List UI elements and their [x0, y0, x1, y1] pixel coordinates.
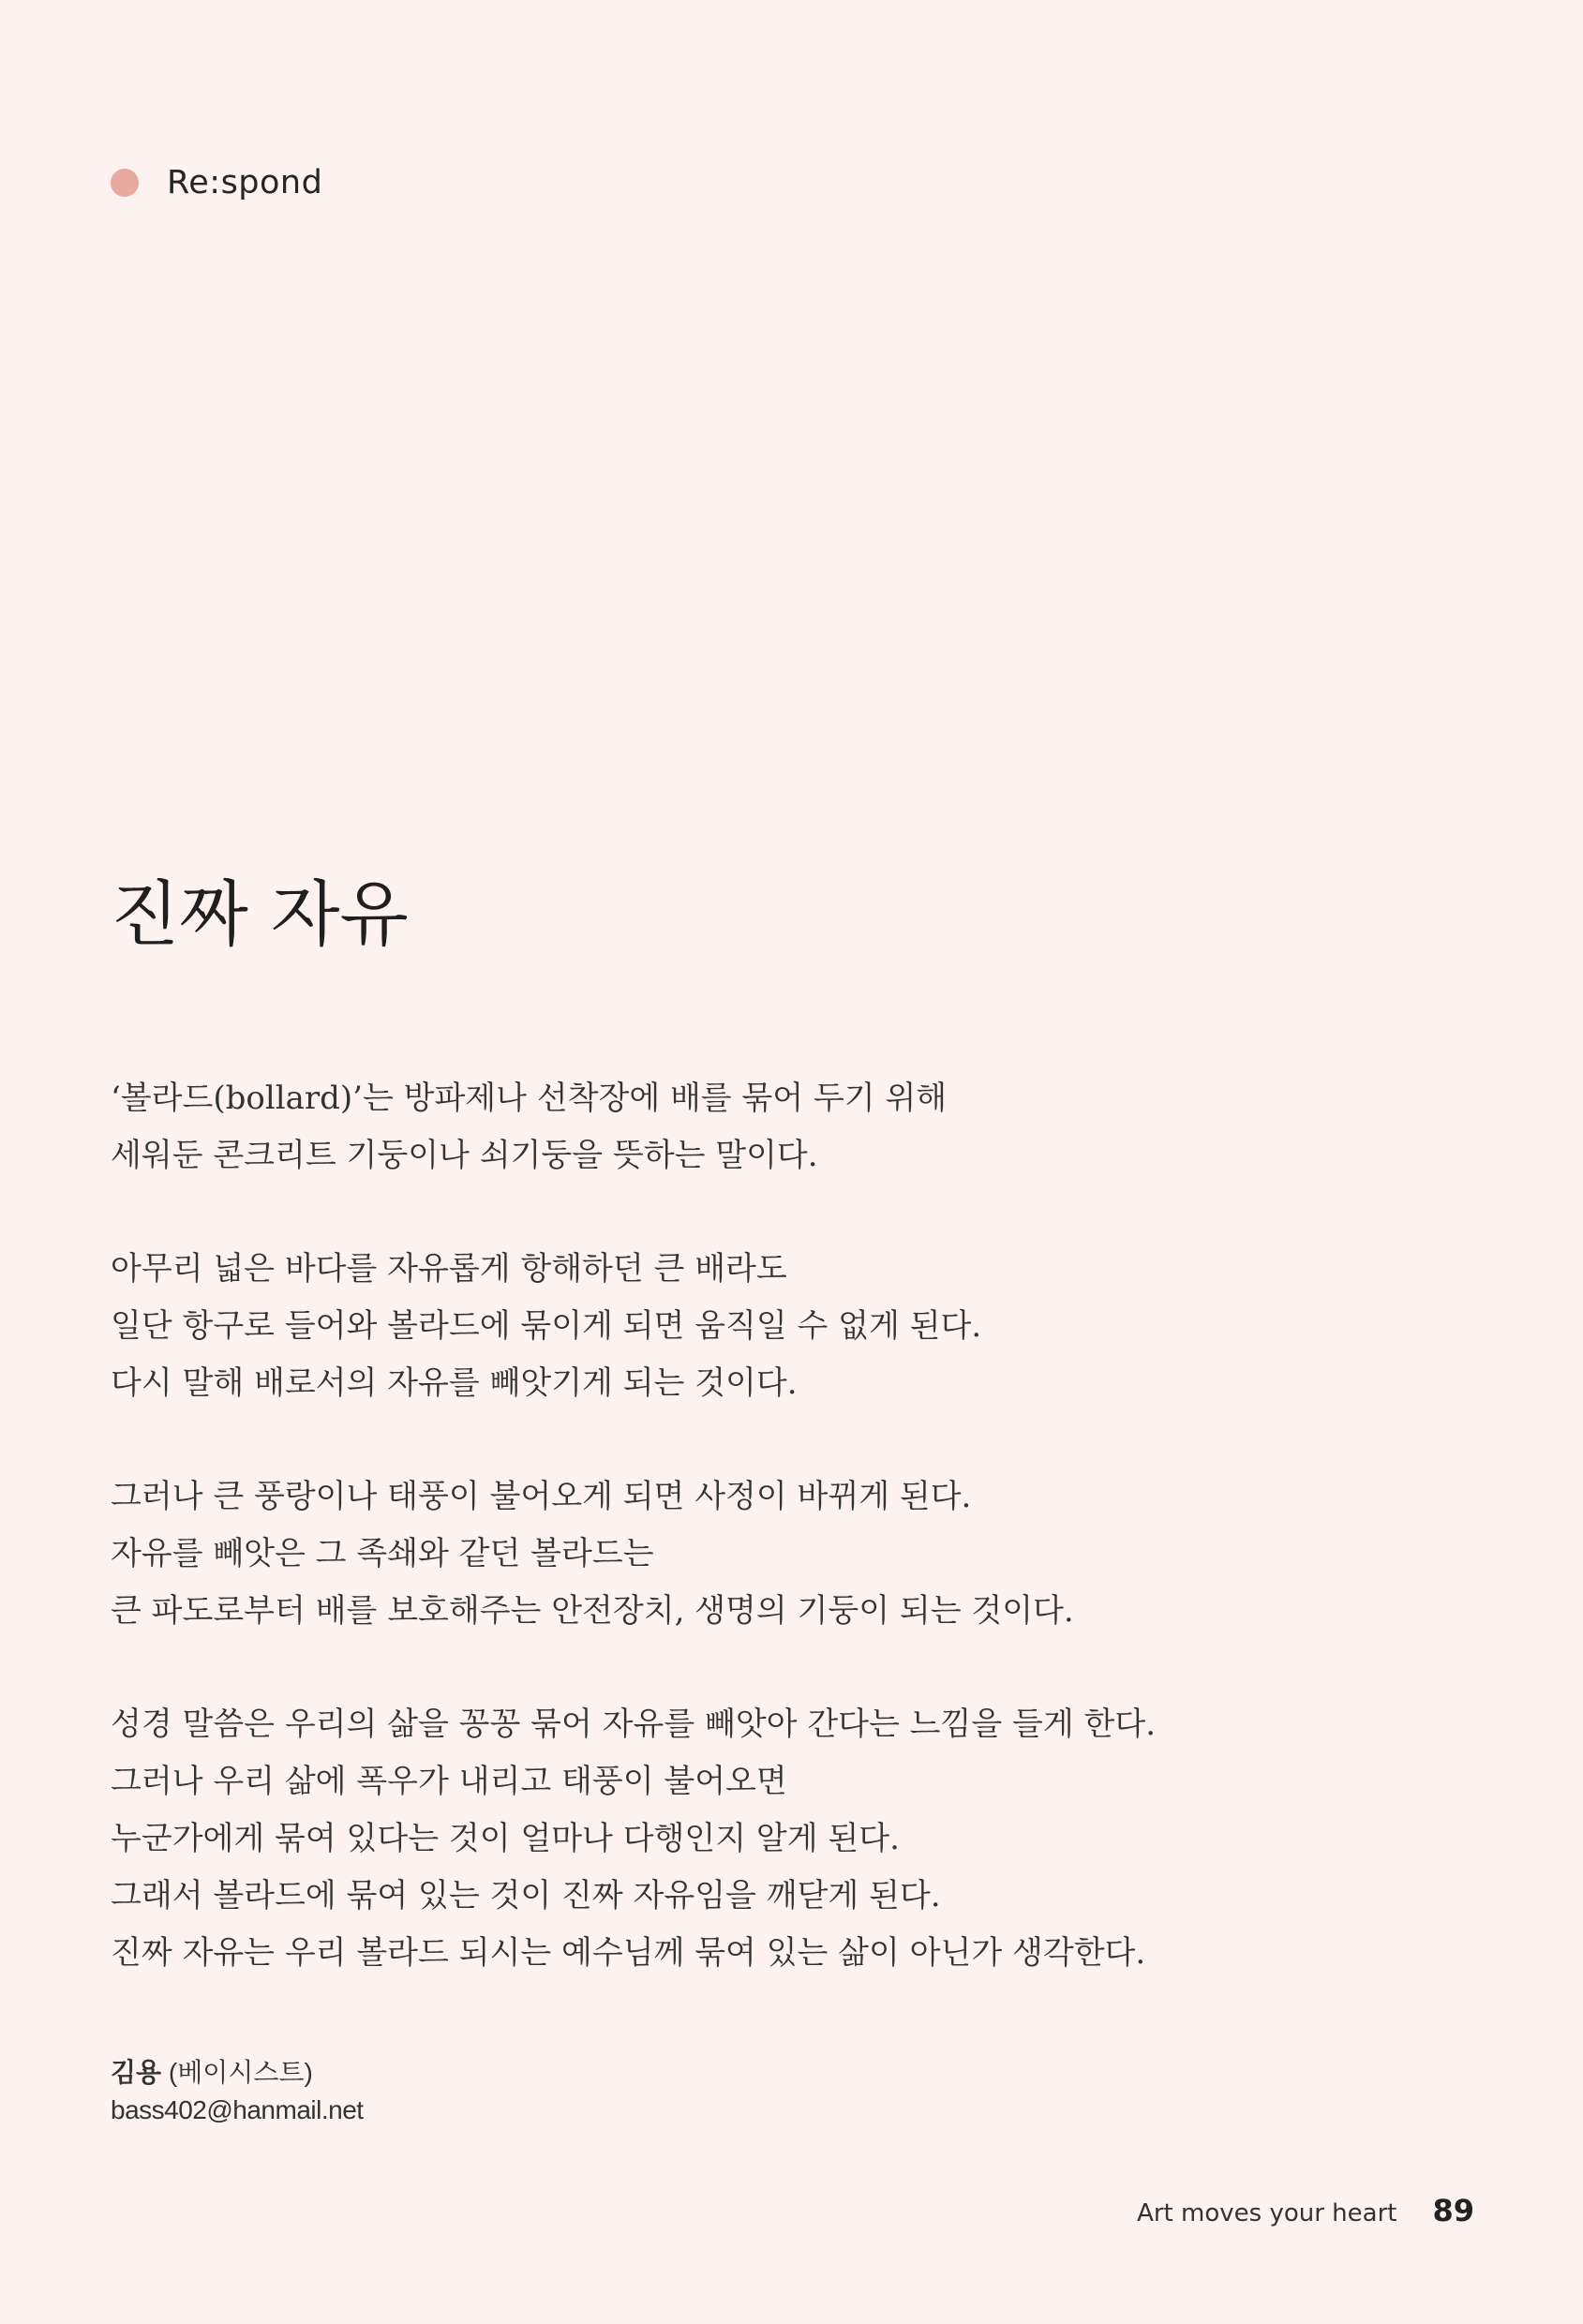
author-email[interactable]: bass402@hanmail.net: [111, 2095, 364, 2124]
article-title: 진짜 자유: [111, 872, 409, 956]
paragraph-3: [111, 1468, 1329, 1640]
page-number: 89: [1432, 2193, 1474, 2228]
body-line: 세워둔 콘크리트 기둥이나 쇠기둥을 뜻하는 말이다.: [111, 1137, 818, 1174]
author-name: 김용: [111, 2058, 162, 2087]
body-line: 일단 항구로 들어와 볼라드에 묶이게 되면 움직일 수 없게 된다.: [111, 1307, 982, 1345]
article-body: [111, 1070, 1329, 2038]
footer-tagline: Art moves your heart: [1137, 2199, 1397, 2227]
body-line: 그러나 큰 풍랑이나 태풍이 불어오게 되면 사정이 바뀌게 된다.: [111, 1478, 972, 1515]
author-block: [111, 2054, 364, 2129]
body-line: 누군가에게 묶여 있다는 것이 얼마나 다행인지 알게 된다.: [111, 1820, 900, 1857]
body-line: 아무리 넓은 바다를 자유롭게 항해하던 큰 배라도: [111, 1250, 787, 1288]
section-label: Re:spond: [167, 164, 323, 201]
paragraph-1: [111, 1070, 1329, 1184]
paragraph-4: [111, 1696, 1329, 1982]
section-tag: [111, 155, 322, 211]
page-footer: [1137, 2193, 1474, 2228]
section-dot-icon: [111, 169, 139, 197]
body-line: 성경 말씀은 우리의 삶을 꽁꽁 묶어 자유를 빼앗아 간다는 느낌을 들게 한다.: [111, 1706, 1157, 1743]
author-role: (베이시스트): [168, 2058, 313, 2087]
body-line: 그러나 우리 삶에 폭우가 내리고 태풍이 불어오면: [111, 1763, 787, 1800]
body-line: 큰 파도로부터 배를 보호해주는 안전장치, 생명의 기둥이 되는 것이다.: [111, 1592, 1074, 1630]
paragraph-2: [111, 1241, 1329, 1412]
body-line: 자유를 빼앗은 그 족쇄와 같던 볼라드는: [111, 1535, 654, 1572]
body-line: 그래서 볼라드에 묶여 있는 것이 진짜 자유임을 깨닫게 된다.: [111, 1877, 941, 1914]
body-line: 진짜 자유는 우리 볼라드 되시는 예수님께 묶여 있는 삶이 아닌가 생각한다.: [111, 1934, 1146, 1972]
body-line: ‘볼라드(bollard)’는 방파제나 선착장에 배를 묶어 두기 위해: [111, 1080, 948, 1117]
body-line: 다시 말해 배로서의 자유를 빼앗기게 되는 것이다.: [111, 1364, 798, 1402]
